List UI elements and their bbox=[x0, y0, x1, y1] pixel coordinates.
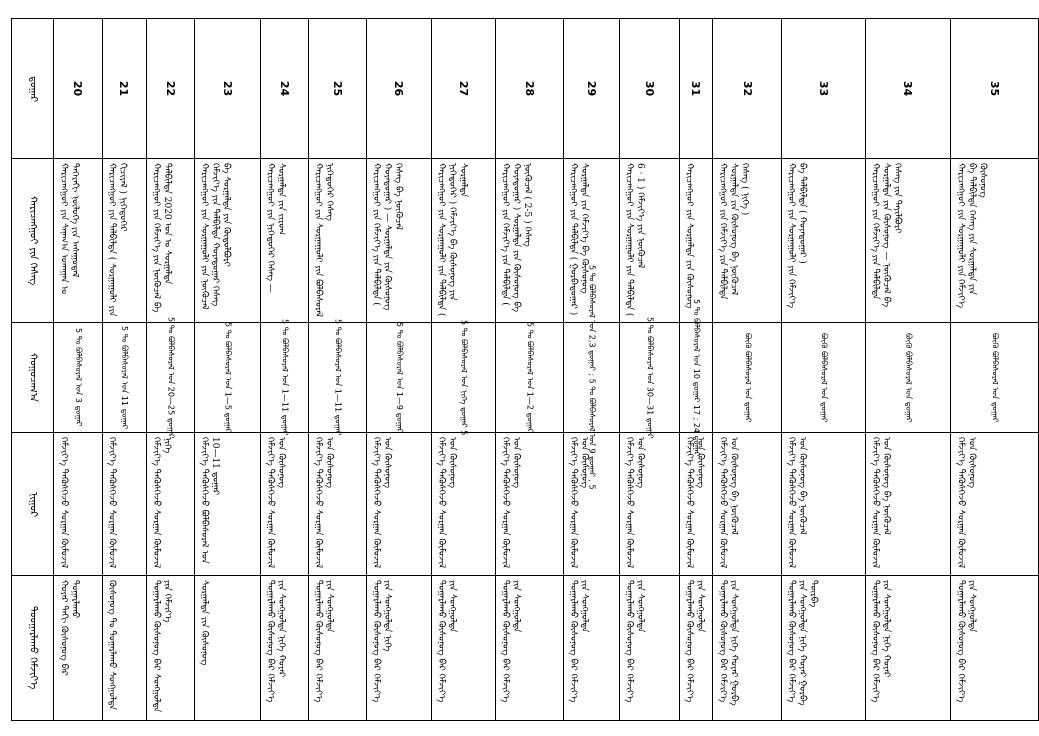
cell-page bbox=[951, 323, 1039, 433]
cell-text-note: ᠬᠡᠮᠵᠢᠶ᠎ᠡ ᠲᠡᠭᠦᠰᠬᠡᠵᠦ ᠰᠤᠷᠭᠠᠨ ᠬᠥᠮᠦᠵᠢᠯ ᠤᠨ ᠬᠦᠰᠦᠨᠦᠭ ᠪᠠ ᠨᠥᠬᠦᠴᠡᠯ bbox=[869, 437, 891, 572]
cell-text-range: ᠳᠤᠭᠠᠷᠯᠠᠬᠤ ᠬᠦᠰᠦᠨᠦᠭ ᠪᠡᠷ ᠬᠡᠮᠵᠢᠶ᠎ᠡ ᠶᠢᠨ ᠰᠣᠩᠭᠤᠯᠲᠠ ᠨᠢᠭᠡ ᠬᠣᠶᠠᠷ ᠭᠤᠷᠪᠠ ᠳᠥᠷᠪᠡ bbox=[786, 580, 819, 709]
cell-note bbox=[260, 433, 308, 576]
cell-text-page: ᠪᠦᠬᠦ ᠪᠣᠯᠪᠠᠰᠤᠷᠠᠯ ᠤᠨ ᠳ᠋ᠤᠭᠠᠷ bbox=[990, 332, 1000, 423]
cell-text-page: 5 ᠲᠤ ᠪᠣᠯᠪᠠᠰᠤᠷᠠᠯ ᠤᠨ 2,3 ᠳ᠋ᠤᠭᠠᠷ ; 5 ᠲᠤ ᠪᠣᠯᠪᠠᠰᠤᠷᠠᠯ ᠤᠨ 9 ᠳ᠋ᠤᠭᠠᠷ , 5 bbox=[587, 265, 597, 490]
cell-range bbox=[495, 576, 563, 721]
cell-note bbox=[782, 433, 866, 576]
row-number-label: 26 bbox=[392, 80, 406, 97]
cell-range bbox=[260, 576, 308, 721]
row-number-label: 35 bbox=[988, 80, 1002, 97]
cell-text-desc: ᠬᠠᠷᠢᠴᠠᠩᠭᠤᠢ ᠶᠢᠨ ᠬᠡᠮᠵᠢᠶ᠎ᠡ ᠶᠢᠨ ᠲᠠᠯᠪᠢᠯᠲᠠ ᠰᠤᠷᠭᠠᠯᠲᠠ ᠶᠢᠨ ᠬᠦᠰᠦᠨᠦᠭ ᠪᠠ ᠨᠥᠬᠦᠴᠡᠯ ᠬᠡᠰᠡᠭ ( ᠨᠢᠭᠡ ) bbox=[717, 163, 750, 303]
row-number-label: 28 bbox=[522, 80, 536, 97]
cell-text-desc: ᠬᠠᠷᠢᠴᠠᠩᠭᠤᠢ ᠶᠢᠨ ᠰᠤᠷᠭᠠᠭᠤᠯᠢ ᠶᠢᠨ ᠨᠥᠬᠦᠴᠡᠯ ᠬᠡᠮᠵᠢᠶ᠎ᠡ ᠶᠢᠨ ᠲᠠᠯᠪᠢᠯᠲᠠ ᠬᠣᠶᠠᠳᠤᠭᠠᠷ ᠬᠡᠰᠡᠭ ᠪᠠ ᠰᠤᠷᠭᠠᠯᠲᠠ ᠶᠢᠨ ᠬᠥᠲᠦᠯᠪᠦᠷᠢ bbox=[198, 163, 231, 313]
row-number-label: 29 bbox=[584, 80, 598, 97]
row-description bbox=[12, 159, 1039, 323]
cell-text-desc: ᠬᠠᠷᠢᠴᠠᠩᠭᠤᠢ ᠶᠢᠨ ᠬᠡᠮᠵᠢᠶ᠎ᠡ ᠶᠢᠨ ᠨᠥᠬᠦᠴᠡᠯ ᠪᠠ ᠲᠠᠯᠪᠢᠯᠲᠠ 2020 ᠣᠨ ᠤ ᠰᠤᠷᠭᠠᠯᠲᠠ bbox=[150, 163, 172, 316]
row-number-label: 31 bbox=[689, 80, 703, 97]
cell-desc bbox=[146, 159, 194, 323]
cell-text-desc: ᠬᠠᠷᠢᠴᠠᠩᠭᠤᠢ ᠶᠢᠨ ᠬᠡᠮᠵᠢᠶ᠎ᠡ ᠶᠢᠨ ᠲᠠᠯᠪᠢᠯᠲᠠ ( ᠬᠣᠶᠠᠳᠤᠭᠠᠷ ) — ᠰᠤᠷᠭᠠᠯᠲᠠ ᠶᠢᠨ ᠬᠦᠰᠦᠨᠦᠭ ᠬᠡᠰᠡᠭ ᠪᠠ ᠨᠥᠬᠦᠴᠡᠯ bbox=[371, 163, 404, 314]
cell-note bbox=[432, 433, 496, 576]
cell-num bbox=[309, 19, 367, 159]
cell-page bbox=[563, 265, 619, 490]
cell-num bbox=[865, 19, 951, 159]
cell-text-page: 5 ᠲᠤ ᠪᠣᠯᠪᠠᠰᠤᠷᠠᠯ ᠤᠨ 30—31 ᠳ᠋ᠤᠭᠠᠷ bbox=[645, 316, 655, 439]
cell-page bbox=[619, 316, 679, 439]
cell-text-note: ᠬᠡᠮᠵᠢᠶ᠎ᠡ ᠲᠡᠭᠦᠰᠬᠡᠵᠦ ᠰᠤᠷᠭᠠᠨ ᠬᠥᠮᠦᠵᠢᠯ ᠨᠢᠭᠡ bbox=[150, 437, 172, 572]
cell-range bbox=[865, 576, 951, 721]
cell-text-page: 5 ᠲᠤ ᠪᠣᠯᠪᠠᠰᠤᠷᠠᠯ ᠤᠨ 1—5 ᠳ᠋ᠤᠭᠠᠷ bbox=[223, 321, 233, 434]
cell-text-range: ᠳᠤᠭᠠᠷᠯᠠᠬᠤ ᠬᠦᠰᠦᠨᠦᠭ ᠪᠡᠷ ᠬᠡᠮᠵᠢᠶ᠎ᠡ ᠶᠢᠨ ᠰᠣᠩᠭᠤᠯᠲᠠ ᠨᠢᠭᠡ bbox=[371, 580, 393, 706]
cell-note bbox=[146, 433, 194, 576]
row-number-label: 21 bbox=[117, 80, 131, 97]
cell-note bbox=[679, 433, 712, 576]
row-number-label: 23 bbox=[220, 80, 234, 97]
row-page bbox=[12, 323, 1039, 433]
row-number-label: 32 bbox=[740, 80, 754, 97]
cell-note bbox=[102, 433, 146, 576]
cell-note bbox=[54, 433, 102, 576]
cell-note bbox=[309, 433, 367, 576]
cell-text-range: ᠰᠤᠷᠭᠠᠯᠲᠠ ᠶᠢᠨ ᠬᠦᠰᠦᠨᠦᠭ bbox=[198, 580, 209, 666]
row-number-label: 34 bbox=[901, 80, 915, 97]
cell-range bbox=[102, 576, 146, 721]
row-number-label: 25 bbox=[331, 80, 345, 97]
cell-text-range: ᠳᠤᠭᠠᠷᠯᠠᠬᠤ ᠬᠦᠰᠦᠨᠦᠭ ᠪᠡᠷ ᠬᠡᠮᠵᠢᠶ᠎ᠡ ᠶᠢᠨ ᠰᠣᠩᠭᠤᠯᠲᠠ bbox=[499, 580, 521, 706]
cell-desc bbox=[432, 159, 496, 323]
cell-note bbox=[713, 433, 782, 576]
cell-text-note: ᠬᠡᠮᠵᠢᠶ᠎ᠡ ᠲᠡᠭᠦᠰᠬᠡᠵᠦ ᠰᠤᠷᠭᠠᠨ ᠬᠥᠮᠦᠵᠢᠯ bbox=[106, 437, 117, 569]
cell-text-note: ᠬᠡᠮᠵᠢᠶ᠎ᠡ ᠲᠡᠭᠦᠰᠬᠡᠵᠦ ᠰᠤᠷᠭᠠᠨ ᠬᠥᠮᠦᠵᠢᠯ ᠤᠨ ᠬᠦᠰᠦᠨᠦᠭ bbox=[499, 437, 521, 572]
cell-text-page: 5 ᠲᠤ ᠪᠣᠯᠪᠠᠰᠤᠷᠠᠯ ᠤᠨ ᠨᠢᠭᠡ ᠳ᠋ᠤᠭᠠᠷ 5 bbox=[459, 319, 469, 436]
cell-note bbox=[367, 433, 432, 576]
cell-range bbox=[432, 576, 496, 721]
cell-text-range: ᠳᠤᠭᠠᠷᠯᠠᠬᠤ ᠬᠦᠰᠦᠨᠦᠭ ᠪᠡᠷ ᠬᠡᠮᠵᠢᠶ᠎ᠡ ᠶᠢᠨ ᠰᠣᠩᠭᠤᠯᠲᠠ bbox=[567, 580, 589, 706]
data-table bbox=[11, 18, 1039, 721]
cell-text-page: 5 ᠲᠤ ᠪᠣᠯᠪᠠᠰᠤᠷᠠᠯ ᠤᠨ 1—9 ᠳ᠋ᠤᠭᠠᠷ bbox=[395, 321, 405, 434]
cell-text-desc: ᠬᠠᠷᠢᠴᠠᠩᠭᠤᠢ ᠶᠢᠨ ᠲᠠᠯᠪᠢᠯᠲᠠ ( ᠭᠤᠷᠪᠠᠳᠤᠭᠠᠷ ) ᠰᠤᠷᠭᠠᠯᠲᠠ ᠶᠢᠨ ᠬᠡᠮᠵᠢᠶ᠎ᠡ ᠪᠠ ᠬᠦᠰᠦᠨᠦᠭ bbox=[567, 163, 589, 319]
cell-text-range: ᠳᠤᠭᠠᠷᠯᠠᠬᠤ ᠬᠦᠰᠦᠨᠦᠭ ᠪᠡᠷ ᠬᠡᠮᠵᠢᠶ᠎ᠡ ᠶᠢᠨ ᠰᠣᠩᠭᠤᠯᠲᠠ bbox=[683, 580, 705, 706]
row-number-label: 22 bbox=[163, 80, 177, 97]
cell-page bbox=[102, 323, 146, 433]
cell-text-desc: ᠬᠠᠷᠢᠴᠠᠩᠭᠤᠢ ᠶᠢᠨ ᠰᠤᠷᠭᠠᠭᠤᠯᠢ ᠶᠢᠨ ᠪᠣᠯᠪᠠᠰᠤᠷᠠᠯ ᠨᠢᠭᠡᠳᠦᠭᠡᠷ ᠬᠡᠰᠡᠭ bbox=[313, 163, 335, 320]
cell-text-page: ᠪᠦᠬᠦ ᠪᠣᠯᠪᠠᠰᠤᠷᠠᠯ ᠤᠨ ᠳ᠋ᠤᠭᠠᠷ bbox=[904, 332, 914, 423]
cell-num bbox=[563, 19, 619, 159]
cell-range bbox=[146, 576, 194, 721]
cell-num bbox=[495, 19, 563, 159]
cell-text-note: ᠬᠡᠮᠵᠢᠶ᠎ᠡ ᠲᠡᠭᠦᠰᠬᠡᠵᠦ ᠰᠤᠷᠭᠠᠨ ᠬᠥᠮᠦᠵᠢᠯ ᠤᠨ ᠬᠦᠰᠦᠨᠦᠭ ᠪᠠ ᠨᠥᠬᠦᠴᠡᠯ bbox=[717, 437, 739, 572]
cell-text-range: ᠬᠣᠶᠠᠷ ᠳᠠᠬᠢ ᠬᠦᠰᠦᠨᠦᠭ ᠪᠡᠷ ᠳᠤᠭᠠᠷᠯᠠᠬᠤ bbox=[58, 580, 80, 679]
row-number-label: 33 bbox=[816, 80, 830, 97]
cell-text-desc: ᠬᠠᠷᠢᠴᠠᠩᠭᠤᠢ ᠶᠢᠨ ᠰᠤᠷᠭᠠᠭᠤᠯᠢ ᠶᠢᠨ ᠬᠡᠮᠵᠢᠶ᠎ᠡ ᠪᠠ ᠲᠠᠯᠪᠢᠯᠲᠠ ( ᠬᠣᠶᠠᠳᠤᠭᠠᠷ ) bbox=[786, 163, 808, 311]
cell-note bbox=[495, 433, 563, 576]
cell-desc bbox=[194, 159, 260, 323]
cell-page bbox=[194, 323, 260, 433]
cell-text-desc: ᠬᠠᠷᠢᠴᠠᠩᠭᠤᠢ ᠶᠢᠨ ᠰᠤᠷᠭᠠᠭᠤᠯᠢ ᠶᠢᠨ ᠲᠠᠯᠪᠢᠯᠲᠠ ( ᠨᠢᠭᠡᠳᠦᠭᠡᠷ ) ᠬᠡᠮᠵᠢᠶ᠎ᠡ ᠪᠠ ᠬᠦᠰᠦᠨᠦᠭ ᠶᠢᠨ ᠰᠤᠷᠭᠠᠯᠲᠠ bbox=[436, 163, 469, 320]
cell-range bbox=[679, 576, 712, 721]
cell-text-note: ᠬᠡᠮᠵᠢᠶ᠎ᠡ ᠲᠡᠭᠦᠰᠬᠡᠵᠦ ᠰᠤᠷᠭᠠᠨ ᠬᠥᠮᠦᠵᠢᠯ ᠤᠨ ᠬᠦᠰᠦᠨᠦᠭ bbox=[683, 437, 705, 572]
cell-text-page: 5 ᠲᠤ ᠪᠣᠯᠪᠠᠰᠤᠷᠠᠯ ᠤᠨ 1—2 ᠳ᠋ᠤᠭᠠᠷ bbox=[525, 321, 535, 434]
cell-note bbox=[563, 433, 619, 576]
cell-page bbox=[432, 319, 496, 436]
cell-desc bbox=[782, 159, 866, 323]
cell-note bbox=[619, 433, 679, 576]
cell-page bbox=[495, 323, 563, 433]
cell-desc bbox=[865, 159, 951, 323]
cell-page bbox=[713, 323, 782, 433]
cell-range bbox=[951, 576, 1039, 721]
cell-page bbox=[260, 319, 308, 436]
cell-text-note: ᠬᠡᠮᠵᠢᠶ᠎ᠡ ᠲᠡᠭᠦᠰᠬᠡᠵᠦ ᠰᠤᠷᠭᠠᠨ ᠬᠥᠮᠦᠵᠢᠯ ᠤᠨ ᠬᠦᠰᠦᠨᠦᠭ bbox=[567, 437, 589, 572]
cell-range bbox=[619, 576, 679, 721]
row-range bbox=[12, 576, 1039, 721]
cell-text-desc: ᠬᠠᠷᠢᠴᠠᠩᠭᠤᠢ ᠶᠢᠨ ᠨᠢᠭᠡᠳᠦᠭᠡᠷ ᠬᠡᠰᠡᠭ — ᠰᠤᠷᠭᠠᠯᠲᠠ ᠶᠢᠨ ᠵᠢᠷᠤᠭ bbox=[264, 163, 286, 296]
cell-range bbox=[194, 576, 260, 721]
header-cell-description bbox=[12, 159, 54, 323]
cell-text-note: ᠬᠡᠮᠵᠢᠶ᠎ᠡ ᠲᠡᠭᠦᠰᠬᠡᠵᠦ ᠰᠤᠷᠭᠠᠨ ᠬᠥᠮᠦᠵᠢᠯ ᠤᠨ ᠬᠦᠰᠦᠨᠦᠭ bbox=[371, 437, 393, 572]
cell-note bbox=[951, 433, 1039, 576]
cell-note bbox=[194, 433, 260, 576]
cell-text-note: ᠬᠡᠮᠵᠢᠶ᠎ᠡ ᠲᠡᠭᠦᠰᠬᠡᠵᠦ ᠰᠤᠷᠭᠠᠨ ᠬᠥᠮᠦᠵᠢᠯ ᠤᠨ ᠬᠦᠰᠦᠨᠦᠭ bbox=[623, 437, 645, 572]
cell-range bbox=[563, 576, 619, 721]
cell-text-page: 5 ᠲᠤ ᠪᠣᠯᠪᠠᠰᠤᠷᠠᠯ ᠤᠨ 1—11 ᠳ᠋ᠤᠭᠠᠷ bbox=[280, 319, 290, 436]
header-page: ᠬᠤᠭᠤᠴᠠᠭ᠎ᠠ bbox=[27, 352, 39, 403]
header-cell-range bbox=[12, 576, 54, 721]
header-cell-note bbox=[12, 433, 54, 576]
cell-page bbox=[782, 323, 866, 433]
row-number-label: 24 bbox=[277, 80, 291, 97]
cell-text-note: ᠬᠡᠮᠵᠢᠶ᠎ᠡ ᠲᠡᠭᠦᠰᠬᠡᠵᠦ ᠰᠤᠷᠭᠠᠨ ᠬᠥᠮᠦᠵᠢᠯ ᠤᠨ ᠬᠦᠰᠦᠨᠦᠭ bbox=[955, 437, 977, 572]
cell-text-desc: ᠬᠠᠷᠢᠴᠠᠩᠭᠤᠢ ᠶᠢᠨ ᠲᠠᠯᠪᠢᠯᠲᠠ ( ᠰᠤᠷᠭᠠᠭᠤᠯᠢ ᠶᠢᠨ ᠬᠢᠴᠢᠶᠡᠯ ) ᠨᠢᠭᠡᠳᠦᠭᠡᠷ bbox=[106, 163, 128, 320]
cell-text-page: 5 ᠲᠤ ᠪᠣᠯᠪᠠᠰᠤᠷᠠᠯ ᠤᠨ 20—25 ᠳ᠋ᠤᠭᠠᠷ bbox=[166, 316, 176, 439]
cell-desc bbox=[619, 159, 679, 323]
cell-text-desc: ᠬᠠᠷᠢᠴᠠᠩᠭᠤᠢ ᠶᠢᠨ ᠰᠤᠷᠭᠠᠭᠤᠯᠢ ᠶᠢᠨ ᠲᠠᠯᠪᠢᠯᠲᠠ ( 6 · 1 ) ᠬᠡᠮᠵᠢᠶ᠎ᠡ ᠶᠢᠨ ᠨᠥᠬᠦᠴᠡᠯ bbox=[623, 163, 645, 320]
cell-num bbox=[367, 19, 432, 159]
cell-page bbox=[54, 323, 102, 433]
cell-num bbox=[102, 19, 146, 159]
cell-text-range: ᠬᠦᠰᠦᠨᠦᠭ ᠲᠤ ᠳᠤᠭᠠᠷᠯᠠᠬᠤ ᠰᠣᠩᠭᠤᠯᠲᠠ bbox=[106, 580, 117, 710]
cell-text-page: 5 ᠲᠤ ᠪᠣᠯᠪᠠᠰᠤᠷᠠᠯ ᠤᠨ 3 ᠳ᠋ᠤᠭᠠᠷ bbox=[73, 328, 83, 427]
cell-text-note: ᠬᠡᠮᠵᠢᠶ᠎ᠡ ᠲᠡᠭᠦᠰᠬᠡᠵᠦ ᠰᠤᠷᠭᠠᠨ ᠬᠥᠮᠦᠵᠢᠯ bbox=[58, 437, 69, 569]
header-number: ᠳ᠋ᠤᠭᠠᠷ bbox=[27, 75, 39, 102]
cell-text-desc: ᠬᠠᠷᠢᠴᠠᠩᠭᠤᠢ ᠶᠢᠨ ᠰᠤᠷᠭᠠᠭᠤᠯᠢ ᠶᠢᠨ ᠬᠡᠮᠵᠢᠶ᠎ᠡ ᠪᠠ ᠲᠠᠯᠪᠢᠯᠲᠠ ᠬᠡᠰᠡᠭ ᠶᠢᠨ ᠰᠤᠷᠭᠠᠯᠲᠠ ᠶᠢᠨ ᠬᠦᠰᠦᠨᠦᠭ bbox=[955, 163, 988, 311]
cell-text-range: ᠳᠤᠭᠠᠷᠯᠠᠬᠤ ᠬᠦᠰᠦᠨᠦᠭ ᠪᠡᠷ ᠬᠡᠮᠵᠢᠶ᠎ᠡ ᠶᠢᠨ ᠰᠣᠩᠭᠤᠯᠲᠠ bbox=[955, 580, 977, 706]
cell-desc bbox=[102, 159, 146, 323]
row-note bbox=[12, 433, 1039, 576]
cell-text-page: ᠪᠦᠬᠦ ᠪᠣᠯᠪᠠᠰᠤᠷᠠᠯ ᠤᠨ ᠳ᠋ᠤᠭᠠᠷ bbox=[819, 332, 829, 423]
cell-page bbox=[146, 316, 194, 439]
cell-desc bbox=[54, 159, 102, 323]
header-cell-page bbox=[12, 323, 54, 433]
cell-desc bbox=[367, 159, 432, 323]
cell-num bbox=[619, 19, 679, 159]
cell-num bbox=[951, 19, 1039, 159]
cell-num bbox=[679, 19, 712, 159]
cell-text-note: ᠬᠡᠮᠵᠢᠶ᠎ᠡ ᠲᠡᠭᠦᠰᠬᠡᠵᠦ ᠰᠤᠷᠭᠠᠨ ᠬᠥᠮᠦᠵᠢᠯ ᠤᠨ ᠬᠦᠰᠦᠨᠦᠭ ᠪᠠ ᠨᠥᠬᠦᠴᠡᠯ bbox=[786, 437, 808, 572]
cell-desc bbox=[951, 159, 1039, 323]
cell-text-note: ᠬᠡᠮᠵᠢᠶ᠎ᠡ ᠲᠡᠭᠦᠰᠬᠡᠵᠦ ᠰᠤᠷᠭᠠᠨ ᠬᠥᠮᠦᠵᠢᠯ ᠤᠨ ᠬᠦᠰᠦᠨᠦᠭ bbox=[313, 437, 335, 572]
cell-desc bbox=[495, 159, 563, 323]
cell-range bbox=[309, 576, 367, 721]
cell-range bbox=[782, 576, 866, 721]
cell-text-range: ᠳᠤᠭᠠᠷᠯᠠᠬᠤ ᠬᠦᠰᠦᠨᠦᠭ ᠪᠡᠷ ᠬᠡᠮᠵᠢᠶ᠎ᠡ ᠶᠢᠨ ᠰᠣᠩᠭᠤᠯᠲᠠ ᠨᠢᠭᠡ ᠬᠣᠶᠠᠷ bbox=[869, 580, 891, 706]
cell-text-range: ᠳᠤᠭᠠᠷᠯᠠᠬᠤ ᠬᠦᠰᠦᠨᠦᠭ ᠪᠡᠷ ᠰᠣᠩᠭᠤᠯᠲᠠ ᠶᠢᠨ ᠬᠡᠮᠵᠢᠶ᠎ᠡ bbox=[150, 580, 172, 716]
cell-page bbox=[865, 323, 951, 433]
cell-text-page: 5 ᠲᠤ ᠪᠣᠯᠪᠠᠰᠤᠷᠠᠯ ᠤᠨ 11 ᠳ᠋ᠤᠭᠠᠷ bbox=[120, 325, 130, 430]
row-number bbox=[12, 19, 1039, 159]
header-description: ᠬᠠᠷᠢᠴᠠᠩᠭᠤᠢ ᠶᠢᠨ ᠬᠡᠰᠡᠭ bbox=[27, 195, 39, 286]
cell-text-note: ᠬᠡᠮᠵᠢᠶ᠎ᠡ ᠲᠡᠭᠦᠰᠬᠡᠵᠦ ᠰᠤᠷᠭᠠᠨ ᠬᠥᠮᠦᠵᠢᠯ ᠤᠨ ᠬᠦᠰᠦᠨᠦᠭ bbox=[436, 437, 458, 572]
header-note: ᠨᠢᠭᠤᠷ bbox=[27, 491, 39, 517]
cell-text-desc: ᠬᠠᠷᠢᠴᠠᠩᠭᠤᠢ ᠶᠢᠨ ᠬᠡᠮᠵᠢᠶ᠎ᠡ ᠶᠢᠨ ᠲᠠᠯᠪᠢᠯᠲᠠ ᠰᠤᠷᠭᠠᠯᠲᠠ ᠶᠢᠨ ᠬᠦᠰᠦᠨᠦᠭ — ᠨᠥᠬᠦᠴᠡᠯ ᠪᠠ ᠬᠡᠰᠡᠭ ᠶᠢᠨ ᠲᠠᠶᠢᠯᠪᠤᠷᠢ bbox=[869, 163, 902, 310]
cell-page bbox=[367, 323, 432, 433]
cell-range bbox=[713, 576, 782, 721]
cell-text-range: ᠳᠤᠭᠠᠷᠯᠠᠬᠤ ᠬᠦᠰᠦᠨᠦᠭ ᠪᠡᠷ ᠬᠡᠮᠵᠢᠶ᠎ᠡ ᠶᠢᠨ ᠰᠣᠩᠭᠤᠯᠲᠠ bbox=[623, 580, 645, 706]
cell-range bbox=[54, 576, 102, 721]
cell-text-page: 5 ᠲᠤ ᠪᠣᠯᠪᠠᠰᠤᠷᠠᠯ ᠤᠨ 10 ᠳ᠋ᠤᠭᠠᠷ 17 ; 24 ᠳ᠋ᠤᠭᠠᠷ bbox=[692, 298, 702, 457]
cell-desc bbox=[309, 159, 367, 323]
cell-note bbox=[865, 433, 951, 576]
cell-text-note: ᠬᠡᠮᠵᠢᠶ᠎ᠡ ᠲᠡᠭᠦᠰᠬᠡᠵᠦ ᠪᠣᠯᠪᠠᠰᠤᠷᠠᠯ ᠤᠨ 10—11 ᠳ᠋ᠤᠭᠠᠷ bbox=[198, 437, 220, 567]
cell-text-page: ᠪᠦᠬᠦ ᠪᠣᠯᠪᠠᠰᠤᠷᠠᠯ ᠤᠨ ᠳ᠋ᠤᠭᠠᠷ bbox=[743, 332, 753, 423]
cell-num bbox=[146, 19, 194, 159]
cell-text-range: ᠳᠤᠭᠠᠷᠯᠠᠬᠤ ᠬᠦᠰᠦᠨᠦᠭ ᠪᠡᠷ ᠬᠡᠮᠵᠢᠶ᠎ᠡ ᠶᠢᠨ ᠰᠣᠩᠭᠤᠯᠲᠠ bbox=[436, 580, 458, 706]
row-number-label: 20 bbox=[71, 80, 85, 97]
cell-text-range: ᠳᠤᠭᠠᠷᠯᠠᠬᠤ ᠬᠦᠰᠦᠨᠦᠭ ᠪᠡᠷ ᠬᠡᠮᠵᠢᠶ᠎ᠡ ᠶᠢᠨ ᠰᠣᠩᠭᠤᠯᠲᠠ ᠨᠢᠭᠡ ᠬᠣᠶᠠᠷ bbox=[264, 580, 286, 706]
cell-num bbox=[713, 19, 782, 159]
cell-range bbox=[367, 576, 432, 721]
cell-num bbox=[54, 19, 102, 159]
cell-page bbox=[309, 319, 367, 436]
cell-num bbox=[432, 19, 496, 159]
cell-num bbox=[260, 19, 308, 159]
cell-text-range: ᠳᠤᠭᠠᠷᠯᠠᠬᠤ ᠬᠦᠰᠦᠨᠦᠭ ᠪᠡᠷ ᠬᠡᠮᠵᠢᠶ᠎ᠡ ᠶᠢᠨ ᠰᠣᠩᠭᠤᠯᠲᠠ bbox=[313, 580, 335, 706]
cell-text-desc: ᠬᠠᠷᠢᠴᠠᠩᠭᠤᠢ ᠶᠢᠨ ᠰᠤᠷᠭᠠᠯᠲᠠ ᠶᠢᠨ ᠬᠦᠰᠦᠨᠦᠭ bbox=[683, 163, 694, 309]
cell-num bbox=[194, 19, 260, 159]
cell-text-page: 5 ᠲᠤ ᠪᠣᠯᠪᠠᠰᠤᠷᠠᠯ ᠤᠨ 1—11 ᠳ᠋ᠤᠭᠠᠷ bbox=[333, 319, 343, 436]
cell-text-desc: ᠬᠠᠷᠢᠴᠠᠩᠭᠤᠢ ᠶᠢᠨ ᠰᠠᠨᠠᠭ᠎ᠠ ᠤᠬᠠᠭᠠᠨ ᠤ ᠳᠡᠭᠡᠷᠡᠬᠢ ᠨᠥᠯᠦᠭᠡ ᠶᠢᠨ ᠠᠰᠠᠭᠤᠳᠠᠯ bbox=[58, 163, 80, 297]
cell-page bbox=[679, 298, 712, 457]
cell-num bbox=[782, 19, 866, 159]
header-range: ᠳᠤᠤᠭᠠᠷᠯᠠᠬᠤ ᠬᠡᠮᠵᠢᠶ᠎ᠡ bbox=[27, 606, 39, 690]
cell-desc bbox=[260, 159, 308, 323]
row-number-label: 30 bbox=[642, 80, 656, 97]
row-number-label: 27 bbox=[457, 80, 470, 97]
cell-text-range: ᠳᠤᠭᠠᠷᠯᠠᠬᠤ ᠬᠦᠰᠦᠨᠦᠭ ᠪᠡᠷ ᠬᠡᠮᠵᠢᠶ᠎ᠡ ᠶᠢᠨ ᠰᠣᠩᠭᠤᠯᠲᠠ ᠨᠢᠭᠡ ᠬᠣᠶᠠᠷ ᠭᠤᠷᠪᠠ bbox=[717, 580, 739, 706]
cell-desc bbox=[713, 159, 782, 323]
cell-text-note: ᠬᠡᠮᠵᠢᠶ᠎ᠡ ᠲᠡᠭᠦᠰᠬᠡᠵᠦ ᠰᠤᠷᠭᠠᠨ ᠬᠥᠮᠦᠵᠢᠯ ᠤᠨ ᠬᠦᠰᠦᠨᠦᠭ bbox=[264, 437, 286, 572]
header-cell-number bbox=[12, 19, 54, 159]
cell-text-desc: ᠬᠠᠷᠢᠴᠠᠩᠭᠤᠢ ᠶᠢᠨ ᠬᠡᠮᠵᠢᠶ᠎ᠡ ᠶᠢᠨ ᠲᠠᠯᠪᠢᠯᠲᠠ ( ᠬᠣᠶᠠᠳᠤᠭᠠᠷ ) ᠰᠤᠷᠭᠠᠯᠲᠠ ᠶᠢᠨ ᠬᠦᠰᠦᠨᠦᠭ ᠪᠠ ᠨᠥᠬᠦᠴᠡᠯ ( 2-5 ) ᠬᠡᠰᠡᠭ bbox=[499, 163, 532, 315]
